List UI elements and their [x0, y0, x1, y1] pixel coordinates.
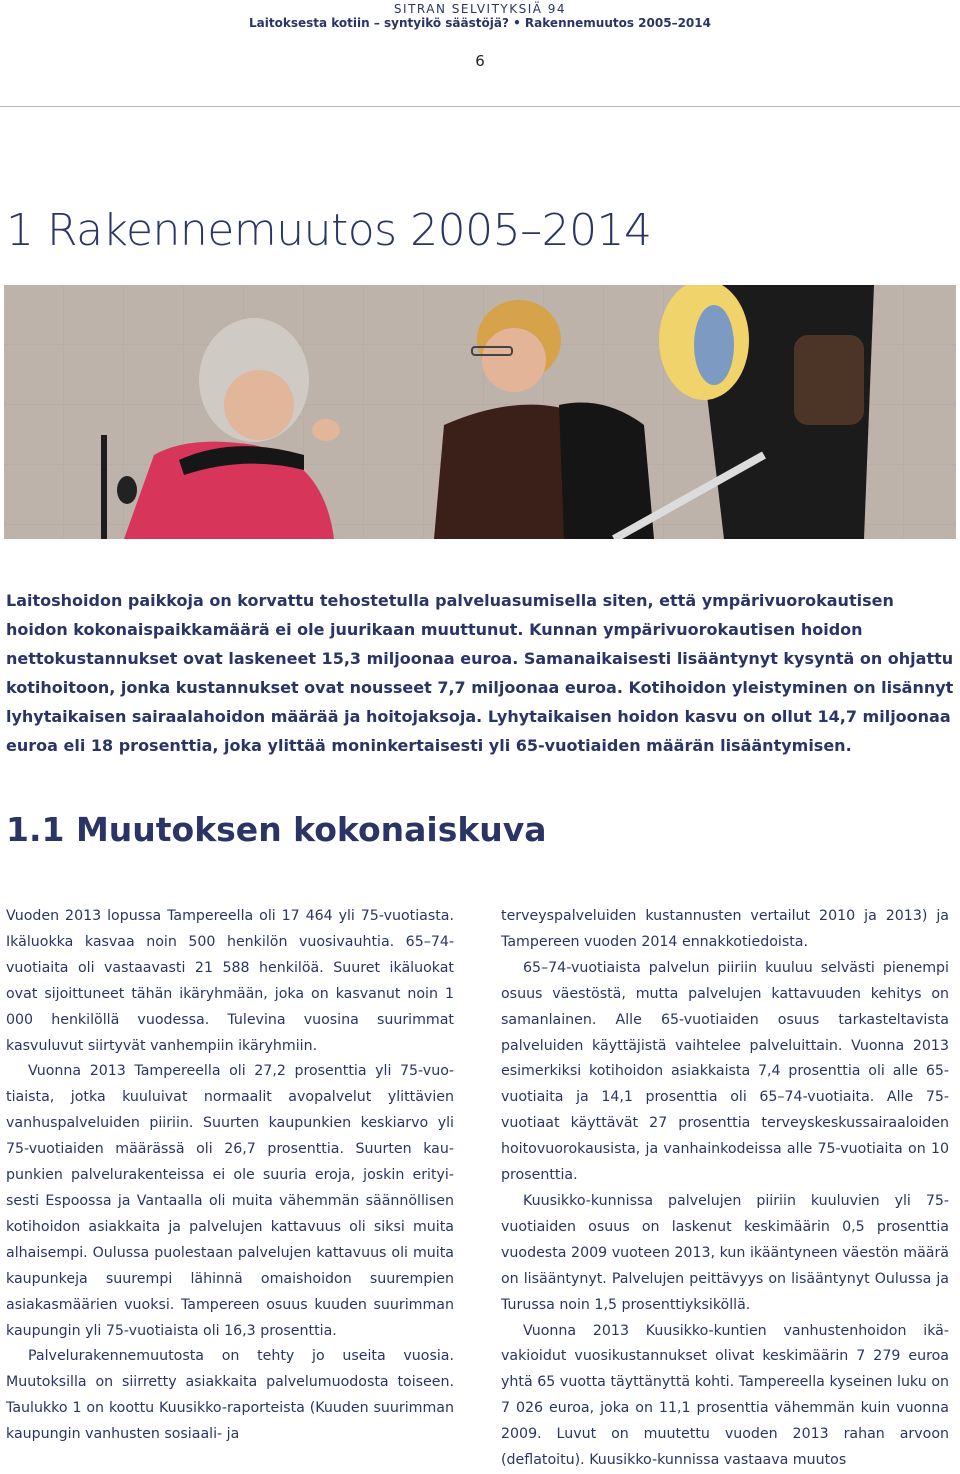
running-title: Laitoksesta kotiin – syntyikö säästöjä? • Rakennemuutos 2005–2014 [249, 16, 711, 30]
page-number: 6 [475, 52, 485, 70]
right-paragraph-2: 65–74-vuotiaista palvelun piiriin kuuluu selvästi pienempi osuus väestöstä, mutta palvelujen kattavuuden kehitys on samanlainen. Alle 65-vuotiaiden osuus tarkasteltavista palveluiden käyttäjistä vaihtelee palveluittain. Vuonna 2013 esimerkiksi kotihoidon asiakkaista 7,4 prosenttia oli alle 65-vuotiaita ja 14,1 prosenttia oli 65–74-vuotiaita. Alle 75-vuotiaat käyttävät 27 prosenttia terveyskeskussairaaloiden hoitovuorokausista, ja vanhainkodeissa alle 75-vuotiaita on 10 prosenttia. [501, 959, 949, 1184]
photo [4, 285, 956, 539]
chapter-title: 1 Rakennemuutos 2005–2014 [6, 205, 652, 257]
lead-paragraph: Laitoshoidon paikkoja on korvattu tehostetulla palveluasumisella siten, että ympärivuorokautisen hoidon kokonaispaikkamäärä ei ole juurikaan muuttunut. Kunnan ympärivuorokautisen hoidon nettokustannukset ovat laskeneet 15,3 miljoonaa euroa. Samanaikaisesti lisääntynyt kysyntä on ohjattu kotihoitoon, jonka kustannukset ovat nousseet 7,7 miljoonaa euroa. Kotihoidon yleistyminen on lisännyt lyhytaikaisen sairaalahoidon määrää ja hoitojaksoja. Lyhytaikaisen hoidon kasvu on ollut 14,7 miljoonaa euroa eli 18 prosenttia, joka ylittää moninkertaisesti yli 65-vuotiaiden määrän lisääntymisen. [6, 591, 954, 755]
photo-elderly-women-illustration [4, 285, 956, 539]
left-column [6, 904, 454, 1448]
header-rule [0, 106, 960, 107]
left-paragraph-2: Vuonna 2013 Tampereella oli 27,2 prosenttia yli 75-vuotiaista, jotka kuuluivat normaalit avopalvelut ylittävien vanhuspalveluiden piiriin. Suurten kaupunkien keskiarvo yli 75-vuotiaiden määrässä oli 26,7 prosenttia. Suurten kaupunkien palvelurakenteissa ei ole suuria eroja, joskin erityisesti Espoossa ja Vantaalla oli muita vähemmän säännöllisen kotihoidon asiakkaita ja palvelujen kattavuus oli siksi muita alhaisempi. Oulussa puolestaan palvelujen kattavuus oli muita kaupunkeja suurempi lähinnä omaishoidon suurempien asiakasmäärien vuoksi. Tampereen osuus kuuden suurimman kaupungin yli 75-vuotiaista oli 16,3 prosenttia. [6, 1063, 454, 1339]
series-title: SITRAN SELVITYKSIÄ 94 [393, 2, 567, 16]
right-column [501, 904, 949, 1474]
right-paragraph-1: terveyspalveluiden kustannusten vertailut 2010 ja 2013) ja Tampereen vuoden 2014 ennakkotiedoista. [501, 908, 949, 950]
left-paragraph-3: Palvelurakennemuutosta on tehty jo useita vuosia. Muutoksilla on siirretty asiakkaita palvelumuodosta toiseen. Taulukko 1 on koottu Kuusikko-raporteista (Kuuden suurimman kaupungin vanhusten sosiaali- ja [6, 1348, 454, 1443]
left-paragraph-1: Vuoden 2013 lopussa Tampereella oli 17 464 yli 75-vuotiasta. Ikäluokka kasvaa noin 500 henkilön vuosivauhtia. 65–74-vuotiaita oli vastaavasti 21 588 henkilöä. Suuret ikäluokat ovat sijoittuneet tähän ikäryhmään, joka on kasvanut noin 1 000 henkilöllä vuodessa. Tulevina vuosina suurimmat kasvuluvut siirtyvät vanhempiin ikäryhmiin. [6, 908, 454, 1054]
right-paragraph-3: Kuusikko-kunnissa palvelujen piiriin kuuluvien yli 75-vuotiaiden osuus on laskenut keskimäärin 0,5 prosenttia vuodesta 2009 vuoteen 2013, kun ikääntyneen väestön määrä on lisääntynyt. Palvelujen peittävyys on lisääntynyt Oulussa ja Turussa noin 1,5 prosenttiyksiköllä. [501, 1192, 949, 1313]
section-title: 1.1 Muutoksen kokonaiskuva [6, 810, 547, 849]
right-paragraph-4: Vuonna 2013 Kuusikko-kuntien vanhustenhoidon ikävakioidut vuosikustannukset olivat keskimäärin 7 279 euroa yhtä 65 vuotta täyttänyttä kohti. Tampereella kyseinen luku on 7 026 euroa, joka on 11,1 prosenttia vähemmän kuin vuonna 2009. Luvut on muutettu vuoden 2013 rahan arvoon (deflatoitu). Kuusikko-kunnissa vastaava muutos [501, 1322, 949, 1469]
